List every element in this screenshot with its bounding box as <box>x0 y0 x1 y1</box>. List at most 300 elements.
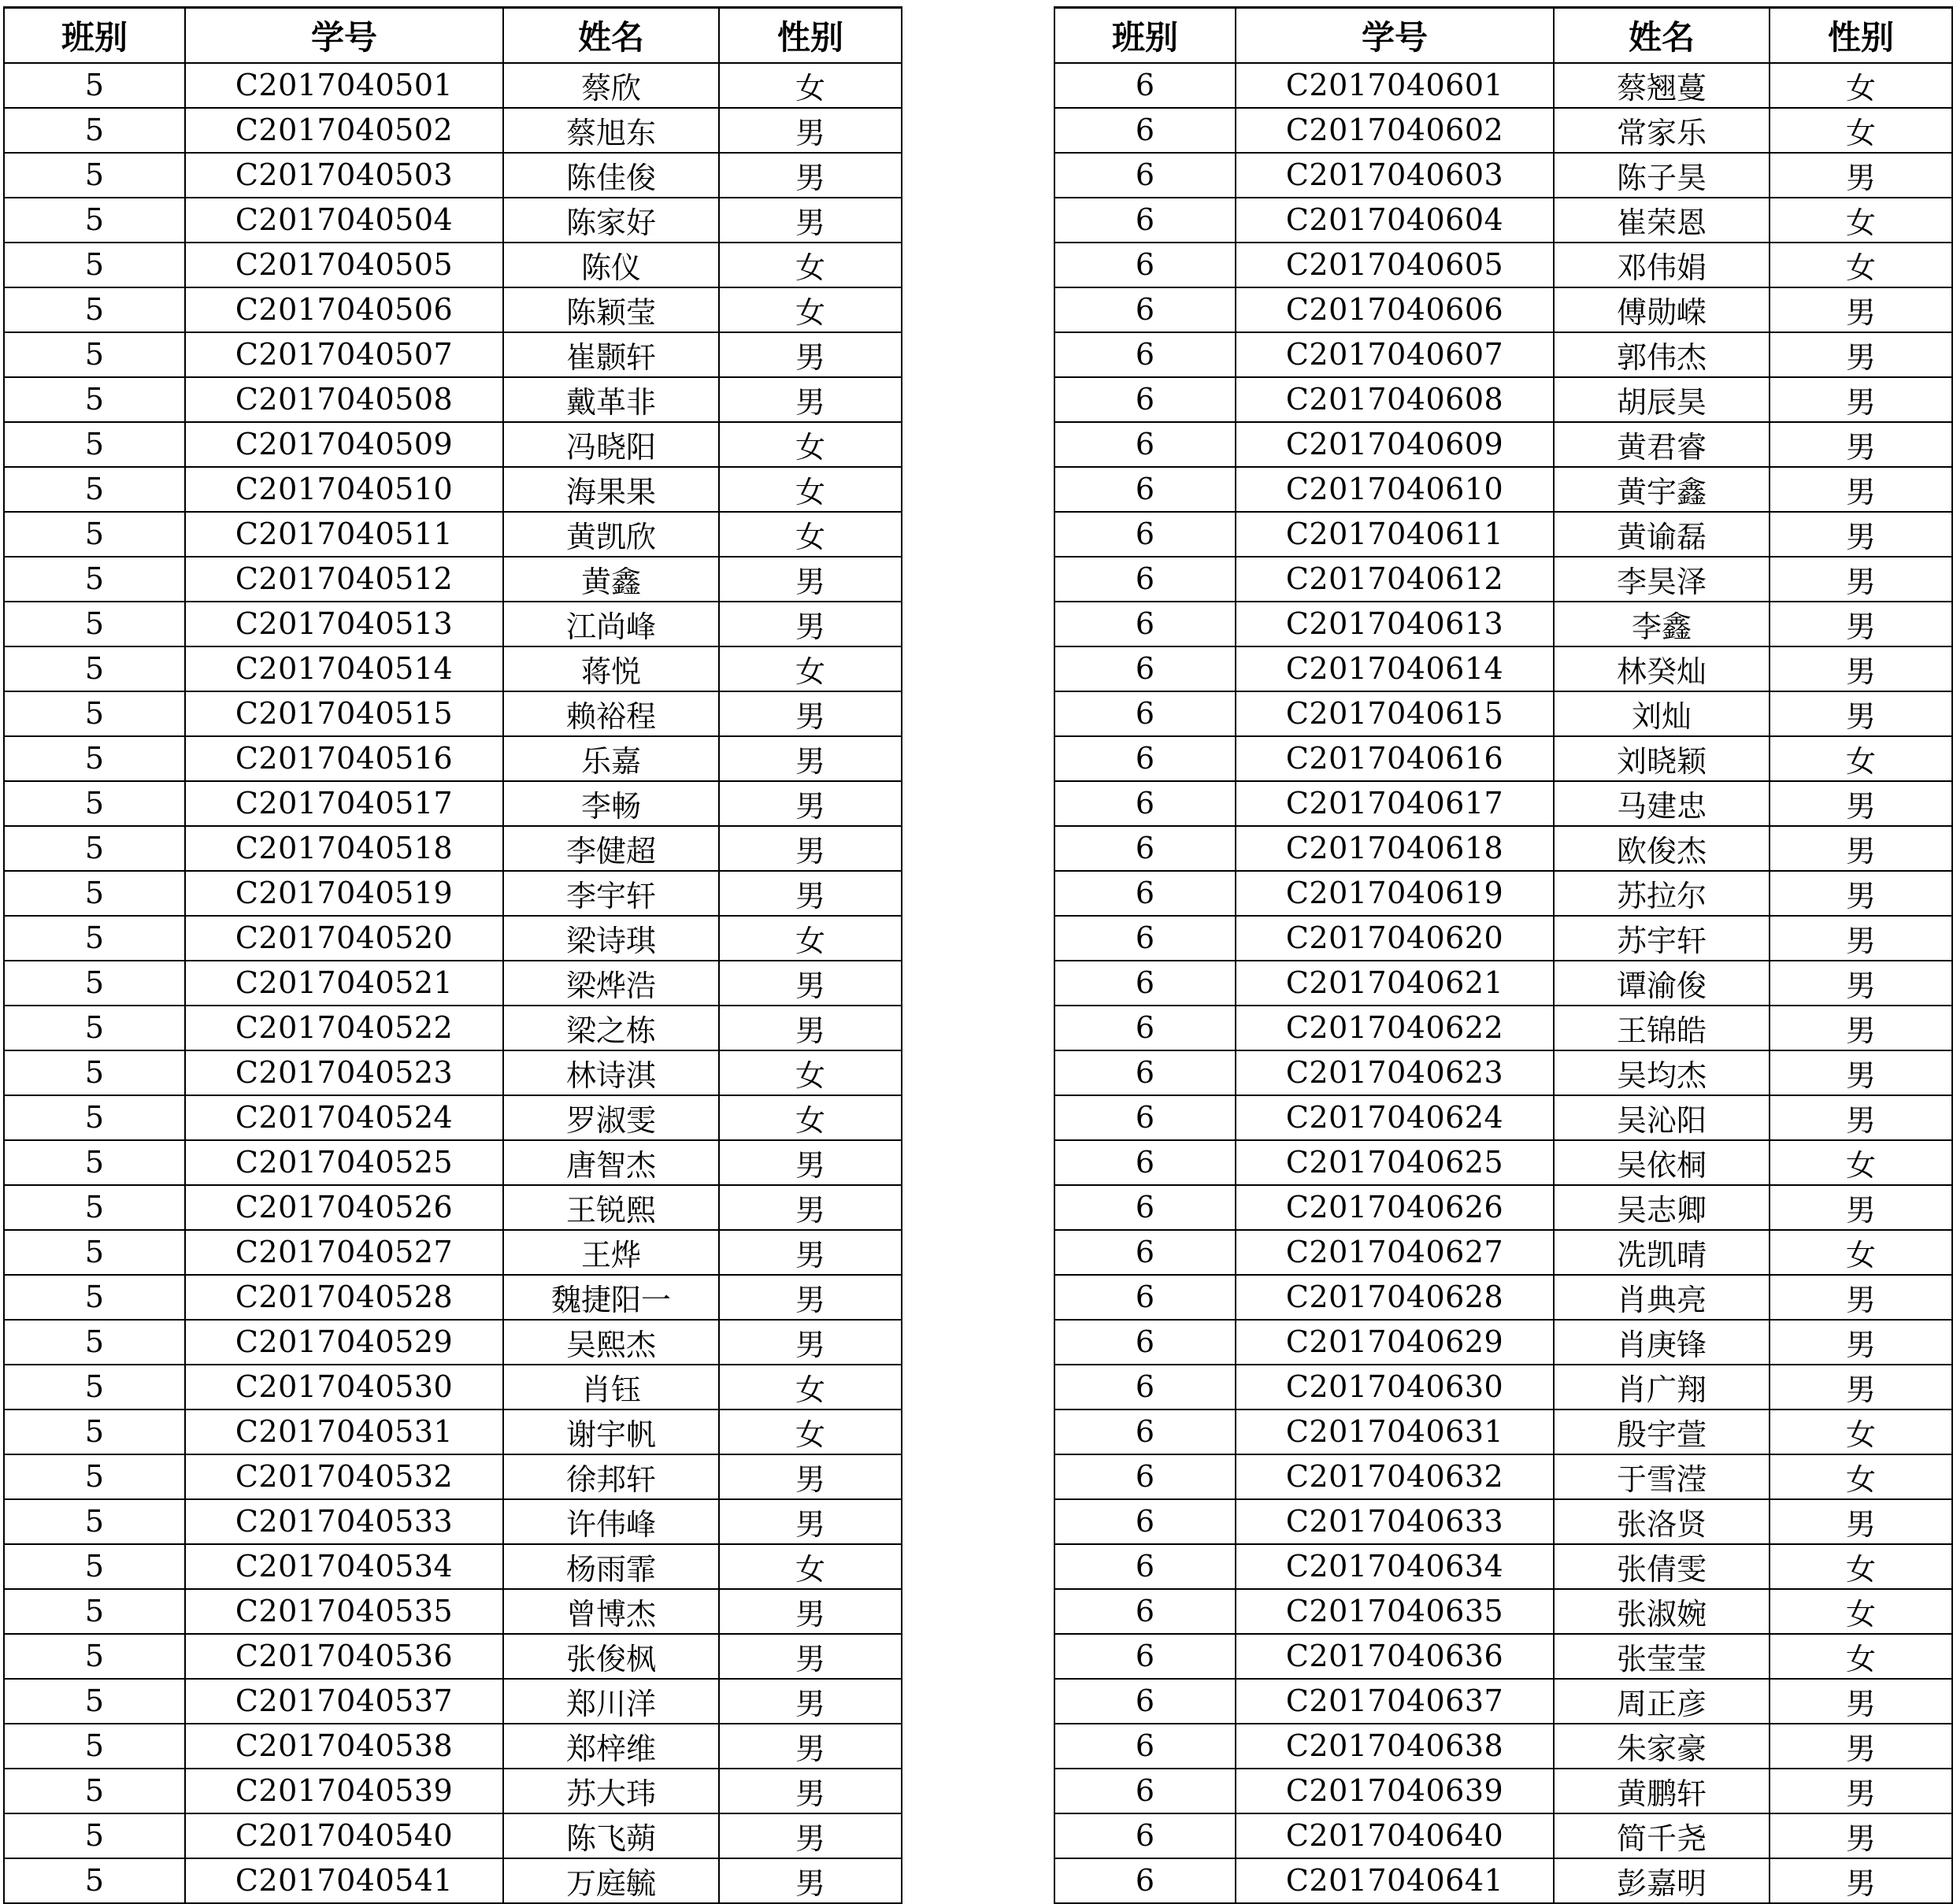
cell-class: 6 <box>1054 1589 1236 1634</box>
table-row <box>4 422 902 467</box>
cell-student-id: C2017040503 <box>185 153 503 198</box>
table-row <box>4 332 902 377</box>
cell-name: 曾博杰 <box>503 1589 719 1634</box>
cell-gender: 男 <box>719 108 902 153</box>
cell-class: 6 <box>1054 1499 1236 1544</box>
cell-name: 罗淑雯 <box>503 1095 719 1140</box>
column-header-name: 姓名 <box>1554 8 1770 63</box>
cell-name: 彭嘉明 <box>1554 1858 1770 1903</box>
cell-gender: 男 <box>1770 1275 1952 1320</box>
cell-class: 5 <box>4 602 185 646</box>
cell-class: 5 <box>4 467 185 512</box>
cell-class: 6 <box>1054 557 1236 602</box>
cell-gender: 男 <box>1770 961 1952 1006</box>
cell-gender: 男 <box>1770 1095 1952 1140</box>
table-row <box>1054 108 1952 153</box>
cell-gender: 女 <box>719 422 902 467</box>
cell-student-id: C2017040616 <box>1236 736 1554 781</box>
header-row <box>4 8 902 63</box>
cell-name: 杨雨霏 <box>503 1544 719 1589</box>
cell-student-id: C2017040623 <box>1236 1050 1554 1095</box>
cell-student-id: C2017040626 <box>1236 1185 1554 1230</box>
table-row <box>1054 1858 1952 1903</box>
cell-gender: 男 <box>719 602 902 646</box>
cell-class: 5 <box>4 198 185 243</box>
cell-student-id: C2017040627 <box>1236 1230 1554 1275</box>
table-row <box>4 1095 902 1140</box>
column-header-student-id: 学号 <box>1236 8 1554 63</box>
cell-gender: 男 <box>719 736 902 781</box>
cell-class: 5 <box>4 1724 185 1769</box>
cell-gender: 男 <box>1770 422 1952 467</box>
cell-class: 5 <box>4 512 185 557</box>
cell-name: 苏宇轩 <box>1554 916 1770 961</box>
table-row <box>1054 467 1952 512</box>
cell-gender: 女 <box>719 512 902 557</box>
cell-student-id: C2017040614 <box>1236 646 1554 691</box>
cell-name: 张莹莹 <box>1554 1634 1770 1679</box>
cell-name: 黄鹏轩 <box>1554 1769 1770 1813</box>
cell-class: 5 <box>4 1320 185 1365</box>
cell-student-id: C2017040633 <box>1236 1499 1554 1544</box>
cell-class: 5 <box>4 377 185 422</box>
table-row <box>4 557 902 602</box>
column-header-student-id: 学号 <box>185 8 503 63</box>
cell-student-id: C2017040537 <box>185 1679 503 1724</box>
table-row <box>4 1006 902 1050</box>
cell-class: 6 <box>1054 422 1236 467</box>
cell-gender: 女 <box>1770 198 1952 243</box>
table-row <box>4 1050 902 1095</box>
table-row <box>4 916 902 961</box>
cell-class: 5 <box>4 781 185 826</box>
cell-name: 苏大玮 <box>503 1769 719 1813</box>
cell-class: 6 <box>1054 63 1236 108</box>
cell-class: 5 <box>4 1006 185 1050</box>
cell-student-id: C2017040530 <box>185 1365 503 1409</box>
cell-gender: 女 <box>719 1365 902 1409</box>
column-header-gender: 性别 <box>719 8 902 63</box>
cell-student-id: C2017040629 <box>1236 1320 1554 1365</box>
cell-gender: 女 <box>1770 1454 1952 1499</box>
cell-gender: 男 <box>719 1275 902 1320</box>
cell-class: 5 <box>4 1769 185 1813</box>
cell-gender: 男 <box>1770 916 1952 961</box>
cell-student-id: C2017040520 <box>185 916 503 961</box>
cell-name: 徐邦轩 <box>503 1454 719 1499</box>
header-row <box>1054 8 1952 63</box>
cell-class: 5 <box>4 1185 185 1230</box>
cell-student-id: C2017040539 <box>185 1769 503 1813</box>
cell-name: 简千尧 <box>1554 1813 1770 1858</box>
cell-student-id: C2017040506 <box>185 287 503 332</box>
table-row <box>4 1365 902 1409</box>
cell-class: 5 <box>4 826 185 871</box>
cell-name: 吴依桐 <box>1554 1140 1770 1185</box>
table-row <box>1054 1095 1952 1140</box>
table-row <box>1054 871 1952 916</box>
cell-name: 林诗淇 <box>503 1050 719 1095</box>
cell-class: 5 <box>4 1544 185 1589</box>
cell-student-id: C2017040507 <box>185 332 503 377</box>
cell-student-id: C2017040533 <box>185 1499 503 1544</box>
cell-gender: 男 <box>719 871 902 916</box>
cell-student-id: C2017040531 <box>185 1409 503 1454</box>
cell-class: 6 <box>1054 1813 1236 1858</box>
cell-gender: 男 <box>1770 691 1952 736</box>
cell-class: 5 <box>4 422 185 467</box>
cell-name: 冯晓阳 <box>503 422 719 467</box>
cell-class: 6 <box>1054 1006 1236 1050</box>
cell-class: 6 <box>1054 826 1236 871</box>
cell-student-id: C2017040603 <box>1236 153 1554 198</box>
cell-gender: 男 <box>1770 1499 1952 1544</box>
cell-name: 蔡欣 <box>503 63 719 108</box>
cell-student-id: C2017040518 <box>185 826 503 871</box>
cell-name: 李健超 <box>503 826 719 871</box>
table-row <box>1054 1679 1952 1724</box>
cell-gender: 男 <box>719 1499 902 1544</box>
cell-class: 5 <box>4 332 185 377</box>
cell-student-id: C2017040515 <box>185 691 503 736</box>
table-row <box>1054 1813 1952 1858</box>
cell-gender: 男 <box>1770 871 1952 916</box>
table-row <box>1054 1140 1952 1185</box>
cell-class: 6 <box>1054 467 1236 512</box>
cell-gender: 男 <box>1770 1813 1952 1858</box>
cell-class: 6 <box>1054 916 1236 961</box>
cell-name: 郑梓维 <box>503 1724 719 1769</box>
cell-gender: 男 <box>1770 1365 1952 1409</box>
cell-class: 5 <box>4 871 185 916</box>
cell-gender: 男 <box>719 1679 902 1724</box>
cell-student-id: C2017040532 <box>185 1454 503 1499</box>
cell-class: 6 <box>1054 243 1236 287</box>
cell-name: 唐智杰 <box>503 1140 719 1185</box>
cell-name: 戴革非 <box>503 377 719 422</box>
table-row <box>4 108 902 153</box>
cell-name: 梁烨浩 <box>503 961 719 1006</box>
cell-class: 6 <box>1054 1050 1236 1095</box>
cell-gender: 男 <box>719 826 902 871</box>
cell-gender: 男 <box>1770 287 1952 332</box>
cell-name: 吴熙杰 <box>503 1320 719 1365</box>
table-row <box>4 1454 902 1499</box>
cell-name: 陈子昊 <box>1554 153 1770 198</box>
cell-class: 5 <box>4 1409 185 1454</box>
cell-gender: 男 <box>1770 1006 1952 1050</box>
cell-class: 6 <box>1054 1140 1236 1185</box>
table-row <box>4 781 902 826</box>
table-row <box>4 602 902 646</box>
table-row <box>4 1679 902 1724</box>
cell-gender: 女 <box>719 1544 902 1589</box>
cell-name: 陈家好 <box>503 198 719 243</box>
cell-name: 傅勋嵘 <box>1554 287 1770 332</box>
cell-gender: 男 <box>719 153 902 198</box>
table-row <box>4 377 902 422</box>
table-row <box>4 512 902 557</box>
table-row <box>4 63 902 108</box>
cell-name: 陈仪 <box>503 243 719 287</box>
cell-gender: 女 <box>719 243 902 287</box>
table-row <box>1054 1769 1952 1813</box>
table-row <box>1054 422 1952 467</box>
cell-name: 于雪滢 <box>1554 1454 1770 1499</box>
cell-gender: 男 <box>719 1185 902 1230</box>
cell-gender: 男 <box>1770 602 1952 646</box>
cell-name: 常家乐 <box>1554 108 1770 153</box>
cell-class: 5 <box>4 1050 185 1095</box>
cell-gender: 女 <box>719 1409 902 1454</box>
cell-name: 王锦皓 <box>1554 1006 1770 1050</box>
cell-student-id: C2017040514 <box>185 646 503 691</box>
table-row <box>4 871 902 916</box>
cell-student-id: C2017040504 <box>185 198 503 243</box>
cell-student-id: C2017040540 <box>185 1813 503 1858</box>
table-row <box>1054 557 1952 602</box>
table-row <box>4 1275 902 1320</box>
cell-student-id: C2017040511 <box>185 512 503 557</box>
cell-class: 5 <box>4 153 185 198</box>
cell-name: 黄君睿 <box>1554 422 1770 467</box>
table-row <box>1054 646 1952 691</box>
cell-gender: 男 <box>1770 1185 1952 1230</box>
cell-gender: 男 <box>719 1006 902 1050</box>
cell-class: 6 <box>1054 512 1236 557</box>
table-row <box>1054 1409 1952 1454</box>
cell-name: 吴均杰 <box>1554 1050 1770 1095</box>
table-row <box>1054 1365 1952 1409</box>
cell-student-id: C2017040628 <box>1236 1275 1554 1320</box>
cell-student-id: C2017040522 <box>185 1006 503 1050</box>
cell-gender: 女 <box>719 63 902 108</box>
cell-gender: 男 <box>719 781 902 826</box>
table-row <box>4 243 902 287</box>
cell-student-id: C2017040608 <box>1236 377 1554 422</box>
cell-class: 5 <box>4 916 185 961</box>
cell-student-id: C2017040607 <box>1236 332 1554 377</box>
cell-student-id: C2017040622 <box>1236 1006 1554 1050</box>
cell-class: 5 <box>4 1813 185 1858</box>
table-row <box>1054 736 1952 781</box>
cell-class: 5 <box>4 1679 185 1724</box>
cell-student-id: C2017040517 <box>185 781 503 826</box>
cell-class: 6 <box>1054 377 1236 422</box>
cell-gender: 女 <box>1770 243 1952 287</box>
cell-class: 6 <box>1054 1095 1236 1140</box>
cell-name: 李鑫 <box>1554 602 1770 646</box>
cell-class: 5 <box>4 1365 185 1409</box>
cell-student-id: C2017040639 <box>1236 1769 1554 1813</box>
cell-student-id: C2017040512 <box>185 557 503 602</box>
cell-student-id: C2017040526 <box>185 1185 503 1230</box>
roster-table-class-6 <box>1054 6 1953 1904</box>
cell-gender: 男 <box>1770 332 1952 377</box>
cell-name: 张倩雯 <box>1554 1544 1770 1589</box>
cell-gender: 男 <box>1770 1769 1952 1813</box>
cell-name: 许伟峰 <box>503 1499 719 1544</box>
table-row <box>4 467 902 512</box>
cell-class: 5 <box>4 1589 185 1634</box>
cell-class: 6 <box>1054 1320 1236 1365</box>
cell-student-id: C2017040524 <box>185 1095 503 1140</box>
table-row <box>1054 243 1952 287</box>
cell-student-id: C2017040602 <box>1236 108 1554 153</box>
cell-class: 5 <box>4 1095 185 1140</box>
cell-gender: 男 <box>719 377 902 422</box>
cell-name: 吴沁阳 <box>1554 1095 1770 1140</box>
cell-class: 5 <box>4 557 185 602</box>
cell-gender: 男 <box>1770 467 1952 512</box>
cell-gender: 女 <box>1770 1409 1952 1454</box>
cell-name: 蔡翘蔓 <box>1554 63 1770 108</box>
cell-gender: 男 <box>719 691 902 736</box>
cell-gender: 女 <box>1770 1230 1952 1275</box>
table-row <box>4 961 902 1006</box>
cell-gender: 男 <box>719 1140 902 1185</box>
cell-student-id: C2017040637 <box>1236 1679 1554 1724</box>
cell-class: 5 <box>4 1275 185 1320</box>
cell-gender: 男 <box>719 961 902 1006</box>
cell-student-id: C2017040510 <box>185 467 503 512</box>
cell-student-id: C2017040640 <box>1236 1813 1554 1858</box>
cell-student-id: C2017040641 <box>1236 1858 1554 1903</box>
cell-student-id: C2017040610 <box>1236 467 1554 512</box>
cell-gender: 女 <box>719 916 902 961</box>
cell-gender: 女 <box>1770 1589 1952 1634</box>
cell-gender: 男 <box>719 557 902 602</box>
cell-name: 肖典亮 <box>1554 1275 1770 1320</box>
cell-student-id: C2017040535 <box>185 1589 503 1634</box>
cell-class: 6 <box>1054 108 1236 153</box>
cell-student-id: C2017040632 <box>1236 1454 1554 1499</box>
cell-name: 朱家豪 <box>1554 1724 1770 1769</box>
cell-name: 殷宇萱 <box>1554 1409 1770 1454</box>
cell-name: 刘灿 <box>1554 691 1770 736</box>
cell-student-id: C2017040613 <box>1236 602 1554 646</box>
cell-name: 江尚峰 <box>503 602 719 646</box>
cell-class: 5 <box>4 691 185 736</box>
cell-gender: 男 <box>719 332 902 377</box>
table-row <box>1054 1454 1952 1499</box>
cell-gender: 男 <box>719 1230 902 1275</box>
table-row <box>4 1769 902 1813</box>
cell-name: 王锐熙 <box>503 1185 719 1230</box>
cell-gender: 女 <box>1770 108 1952 153</box>
cell-student-id: C2017040606 <box>1236 287 1554 332</box>
table-row <box>1054 1275 1952 1320</box>
table-row <box>1054 691 1952 736</box>
cell-student-id: C2017040601 <box>1236 63 1554 108</box>
cell-name: 李畅 <box>503 781 719 826</box>
table-row <box>1054 377 1952 422</box>
cell-class: 5 <box>4 646 185 691</box>
table-row <box>4 1634 902 1679</box>
cell-name: 林癸灿 <box>1554 646 1770 691</box>
table-row <box>1054 1544 1952 1589</box>
table-row <box>1054 63 1952 108</box>
cell-student-id: C2017040605 <box>1236 243 1554 287</box>
cell-name: 李宇轩 <box>503 871 719 916</box>
table-row <box>1054 916 1952 961</box>
cell-name: 张淑婉 <box>1554 1589 1770 1634</box>
cell-name: 邓伟娟 <box>1554 243 1770 287</box>
cell-student-id: C2017040523 <box>185 1050 503 1095</box>
cell-gender: 女 <box>719 1095 902 1140</box>
table-row <box>4 287 902 332</box>
cell-gender: 男 <box>719 1634 902 1679</box>
column-header-name: 姓名 <box>503 8 719 63</box>
cell-student-id: C2017040631 <box>1236 1409 1554 1454</box>
column-header-class: 班别 <box>1054 8 1236 63</box>
cell-gender: 男 <box>1770 1050 1952 1095</box>
cell-class: 5 <box>4 1454 185 1499</box>
cell-name: 陈飞蒴 <box>503 1813 719 1858</box>
cell-gender: 女 <box>1770 63 1952 108</box>
cell-gender: 男 <box>719 1769 902 1813</box>
cell-gender: 男 <box>719 1724 902 1769</box>
cell-name: 张俊枫 <box>503 1634 719 1679</box>
cell-gender: 女 <box>719 646 902 691</box>
cell-student-id: C2017040536 <box>185 1634 503 1679</box>
table-row <box>1054 826 1952 871</box>
table-row <box>1054 332 1952 377</box>
cell-student-id: C2017040630 <box>1236 1365 1554 1409</box>
cell-class: 5 <box>4 1634 185 1679</box>
cell-gender: 男 <box>1770 1320 1952 1365</box>
cell-name: 黄谕磊 <box>1554 512 1770 557</box>
cell-name: 张洛贤 <box>1554 1499 1770 1544</box>
cell-student-id: C2017040529 <box>185 1320 503 1365</box>
table-row <box>4 1320 902 1365</box>
cell-class: 6 <box>1054 1409 1236 1454</box>
cell-class: 6 <box>1054 646 1236 691</box>
cell-student-id: C2017040609 <box>1236 422 1554 467</box>
table-row <box>4 826 902 871</box>
cell-gender: 男 <box>1770 826 1952 871</box>
cell-student-id: C2017040618 <box>1236 826 1554 871</box>
cell-name: 蔡旭东 <box>503 108 719 153</box>
cell-class: 5 <box>4 736 185 781</box>
table-row <box>4 1589 902 1634</box>
cell-class: 6 <box>1054 332 1236 377</box>
cell-name: 梁诗琪 <box>503 916 719 961</box>
table-row <box>1054 198 1952 243</box>
table-row <box>4 1409 902 1454</box>
cell-name: 蒋悦 <box>503 646 719 691</box>
cell-gender: 女 <box>1770 1544 1952 1589</box>
cell-class: 6 <box>1054 1544 1236 1589</box>
cell-student-id: C2017040625 <box>1236 1140 1554 1185</box>
cell-class: 6 <box>1054 1858 1236 1903</box>
cell-gender: 女 <box>1770 736 1952 781</box>
cell-name: 郑川洋 <box>503 1679 719 1724</box>
table-row <box>4 153 902 198</box>
cell-gender: 男 <box>1770 557 1952 602</box>
cell-class: 5 <box>4 63 185 108</box>
cell-student-id: C2017040611 <box>1236 512 1554 557</box>
cell-student-id: C2017040541 <box>185 1858 503 1903</box>
cell-name: 崔荣恩 <box>1554 198 1770 243</box>
cell-class: 6 <box>1054 1185 1236 1230</box>
cell-gender: 男 <box>719 198 902 243</box>
cell-name: 陈佳俊 <box>503 153 719 198</box>
table-row <box>1054 1050 1952 1095</box>
column-header-class: 班别 <box>4 8 185 63</box>
cell-class: 6 <box>1054 1275 1236 1320</box>
cell-student-id: C2017040501 <box>185 63 503 108</box>
